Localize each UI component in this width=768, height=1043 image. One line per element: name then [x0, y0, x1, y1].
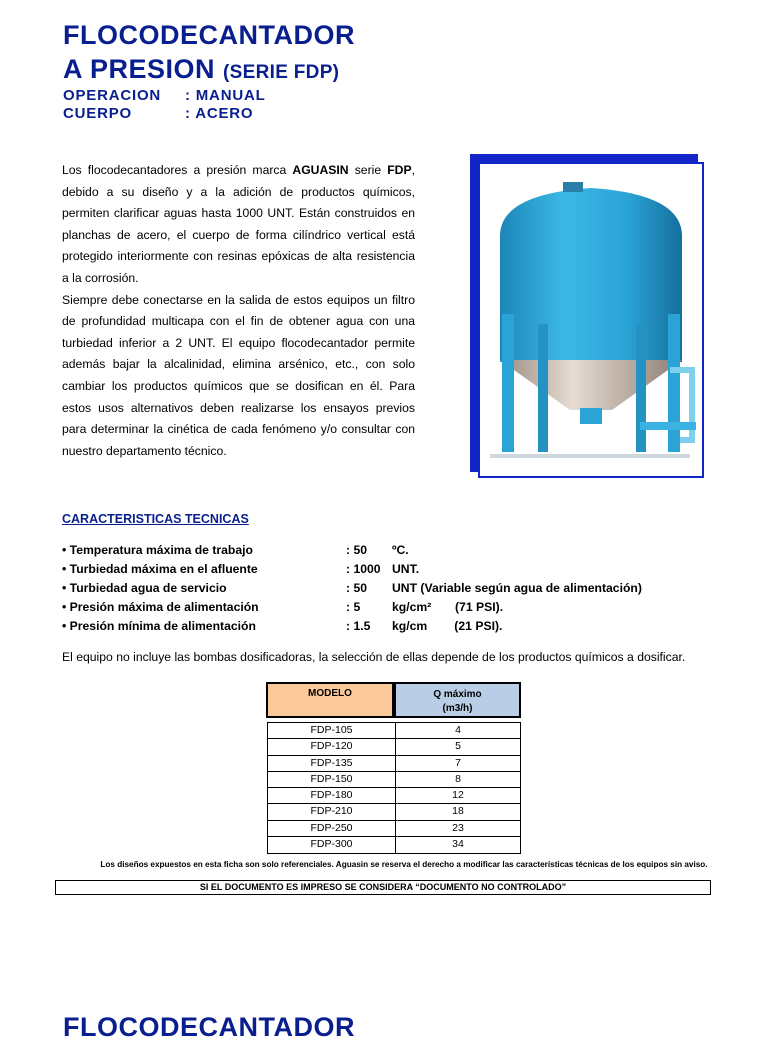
next-page-title: FLOCODECANTADOR — [63, 1012, 355, 1042]
spec-unit: UNT. — [392, 562, 420, 576]
series-name: FDP — [387, 163, 412, 177]
body-value: : ACERO — [185, 105, 254, 122]
table-row — [268, 723, 520, 739]
q-cell: 7 — [455, 756, 461, 769]
spec-label: • Turbiedad agua de servicio — [62, 581, 227, 595]
q-header-line-1: Q máximo — [433, 689, 482, 700]
model-cell: FDP-210 — [268, 804, 396, 819]
title-series: (SERIE FDP) — [223, 62, 340, 83]
q-cell: 18 — [452, 805, 464, 818]
model-cell: FDP-105 — [268, 723, 396, 738]
intro-p1-c: , debido a su diseño y a la adición de productos químicos, permiten clarificar aguas hasta 1000 UNT. Están construidos en planchas de acero, el cuerpo de forma cilíndrico vertical está protegido interiormente con resinas epóxicas de alta resistencia a la corrosión. — [62, 163, 415, 285]
table-row — [268, 804, 520, 820]
tank-photo — [478, 162, 704, 478]
q-cell: 12 — [452, 789, 464, 802]
table-header-q — [394, 682, 521, 718]
table-row — [268, 756, 520, 772]
model-cell: FDP-120 — [268, 739, 396, 754]
q-cell: 34 — [452, 838, 464, 851]
controlled-notice: SI EL DOCUMENTO ES IMPRESO SE CONSIDERA “DOCUMENTO NO CONTROLADO” — [55, 880, 711, 895]
operation-label: OPERACION — [63, 87, 162, 104]
brand-name: AGUASIN — [292, 163, 349, 177]
body-label: CUERPO — [63, 105, 132, 122]
title-main: A PRESION — [63, 54, 216, 84]
title-line-1: FLOCODECANTADOR — [63, 20, 355, 50]
spec-label: • Presión mínima de alimentación — [62, 619, 256, 633]
spec-value: : 1.5 — [346, 619, 371, 633]
spec-unit: UNT (Variable según agua de alimentación) — [392, 581, 642, 595]
spec-value: : 1000 — [346, 562, 381, 576]
spec-label: • Temperatura máxima de trabajo — [62, 543, 253, 557]
spec-unit: kg/cm (21 PSI). — [392, 619, 503, 633]
spec-unit: ºC. — [392, 543, 409, 557]
model-cell: FDP-300 — [268, 837, 396, 853]
intro-paragraph-1 — [62, 160, 415, 290]
model-cell: FDP-180 — [268, 788, 396, 803]
table-row — [268, 739, 520, 755]
table-row — [268, 772, 520, 788]
section-title: CARACTERISTICAS TECNICAS — [62, 512, 249, 526]
model-table-body — [267, 722, 521, 854]
model-cell: FDP-250 — [268, 821, 396, 836]
q-cell: 4 — [455, 724, 461, 736]
model-cell: FDP-135 — [268, 756, 396, 771]
intro-paragraph-2: Siempre debe conectarse en la salida de estos equipos un filtro de profundidad multicapa con el fin de obtener agua con una turbiedad inferior a 2 UNT. El equipo flocodecantador permite además bajar la alcalinidad, elimina arsénico, etc., con solo cambiar los productos químicos que se dosifican en él. Para estos usos alternativos deben realizarse los ensayos previos para determinar la cinética de cada fenómeno y/o consultar con nuestro departamento técnico. — [62, 292, 415, 458]
q-cell: 8 — [455, 772, 461, 785]
spec-label: • Turbiedad máxima en el afluente — [62, 562, 258, 576]
spec-value: : 50 — [346, 543, 368, 557]
spec-label: • Presión máxima de alimentación — [62, 600, 259, 614]
table-row — [268, 821, 520, 837]
model-cell: FDP-150 — [268, 772, 396, 787]
q-cell: 23 — [452, 821, 464, 834]
spec-value: : 50 — [346, 581, 368, 595]
intro-text — [62, 160, 415, 462]
operation-value: : MANUAL — [185, 87, 266, 104]
spec-unit: kg/cm² (71 PSI). — [392, 600, 504, 614]
intro-p1-a: Los flocodecantadores a presión marca — [62, 163, 293, 177]
spec-value: : 5 — [346, 600, 361, 614]
table-header-model: MODELO — [266, 682, 394, 718]
intro-p1-b: serie — [348, 163, 388, 177]
disclaimer: Los diseños expuestos en esta ficha son solo referenciales. Aguasin se reserva el derecho a modificar las características técnicas de los equipos sin aviso. — [100, 860, 708, 869]
operation-row — [63, 87, 266, 104]
q-header-line-2: (m3/h) — [442, 703, 473, 714]
pump-note: El equipo no incluye las bombas dosificadoras, la selección de ellas depende de los productos químicos a dosificar. — [62, 650, 686, 664]
table-row — [268, 788, 520, 804]
q-cell: 5 — [455, 740, 461, 753]
body-row — [63, 105, 253, 122]
table-row — [268, 837, 520, 853]
tank-illustration — [480, 164, 702, 476]
title-line-2 — [63, 54, 339, 85]
